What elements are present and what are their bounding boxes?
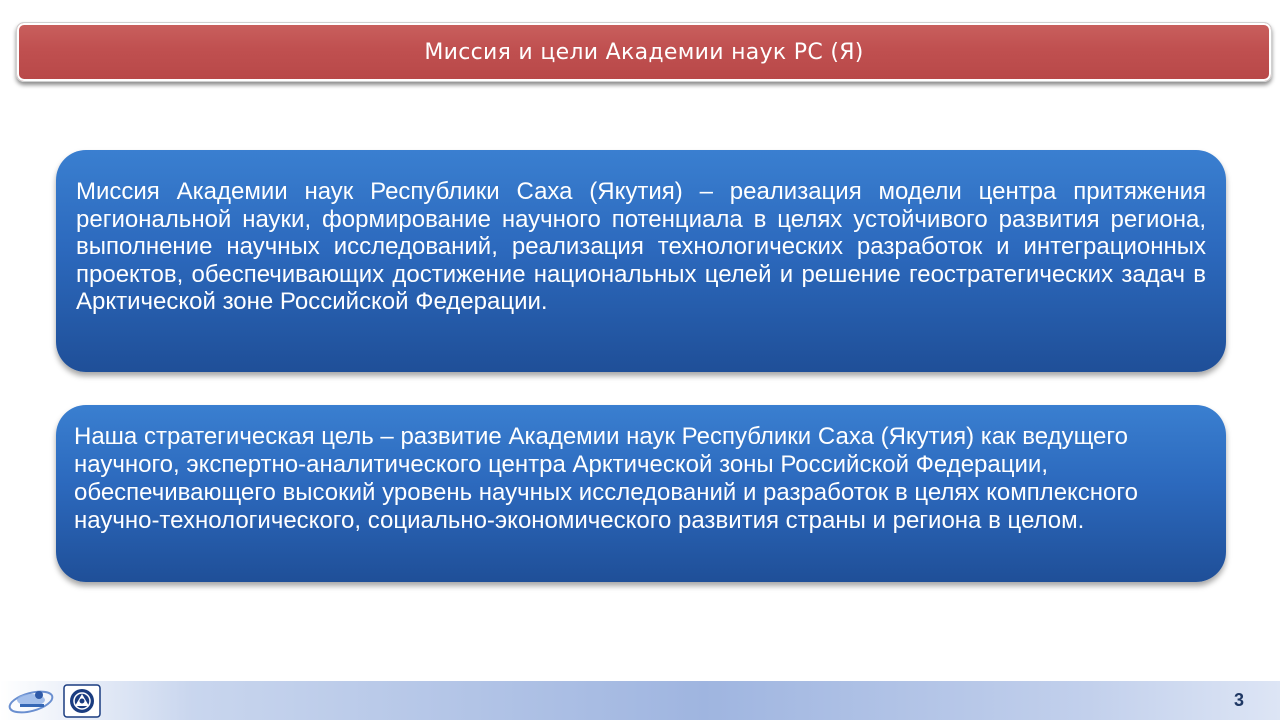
goal-text: Наша стратегическая цель – развитие Академии наук Республики Саха (Якутия) как ведущего научного, экспертно-аналитического центра Арктической зоны Российской Федерации, обеспечивающего высокий уровень научных исследований и разработок в целях комплексного научно-технологического, социально-экономического развития страны и региона в целом. xyxy=(74,423,1138,534)
mission-box xyxy=(56,150,1226,372)
footer-bar xyxy=(0,681,1280,720)
title-bar xyxy=(16,22,1272,82)
mission-text: Миссия Академии наук Республики Саха (Якутия) – реализация модели центра притяжения региональной науки, формирование научного потенциала в целях устойчивого развития региона, выполнение научных исследований, реализация технологических разработок и интеграционных проектов, обеспечивающих достижение национальных целей и решение геостратегических задач в Арктической зоне Российской Федерации. xyxy=(76,178,1206,315)
academy-emblem-icon xyxy=(62,684,102,718)
slide-title: Миссия и цели Академии наук РС (Я) xyxy=(424,39,864,65)
anniversary-logo-icon xyxy=(6,684,56,716)
page-number: 3 xyxy=(1233,690,1244,710)
goal-box xyxy=(56,405,1226,582)
